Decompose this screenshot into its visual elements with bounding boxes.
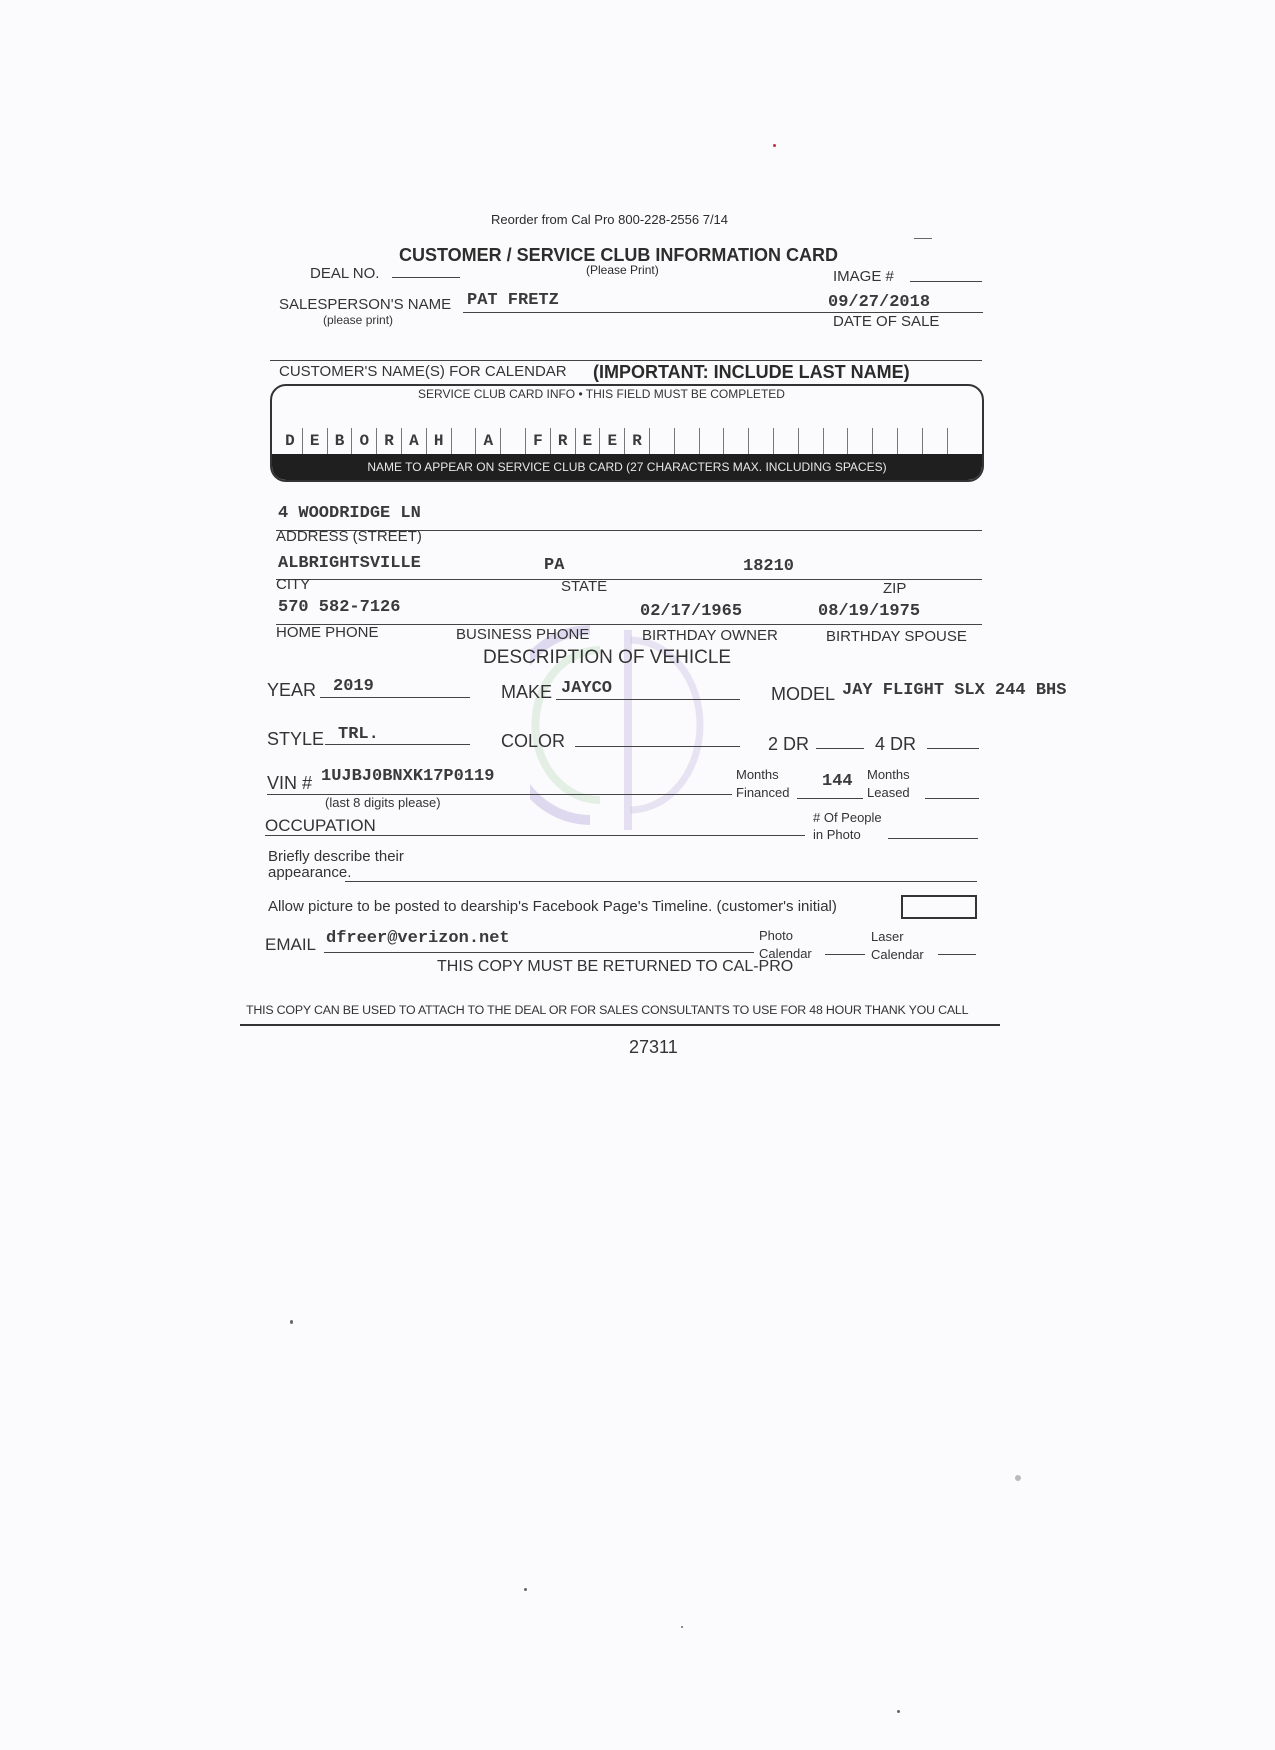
months-financed-line	[797, 798, 863, 799]
card-name-cell[interactable]: E	[303, 428, 328, 454]
please-print-note: (Please Print)	[586, 263, 659, 277]
months-leased-label-2: Leased	[867, 785, 910, 800]
scan-speck	[773, 144, 776, 147]
home-phone-label: HOME PHONE	[276, 624, 379, 641]
state-label: STATE	[561, 578, 608, 595]
email-line	[324, 952, 754, 953]
card-name-cell[interactable]	[799, 428, 824, 454]
vin-note: (last 8 digits please)	[325, 795, 441, 810]
card-name-cell[interactable]	[774, 428, 799, 454]
card-name-cell[interactable]	[749, 428, 774, 454]
style-value[interactable]: TRL.	[338, 725, 379, 744]
image-number-label: IMAGE #	[833, 268, 894, 285]
laser-calendar-field[interactable]	[938, 954, 976, 955]
laser-calendar-label-2: Calendar	[871, 947, 924, 962]
scan-speck	[290, 1320, 293, 1324]
card-name-cell[interactable]: R	[625, 428, 650, 454]
color-label: COLOR	[501, 731, 566, 751]
date-of-sale-value[interactable]: 09/27/2018	[828, 293, 931, 312]
birthday-owner-label: BIRTHDAY OWNER	[642, 627, 778, 644]
year-value[interactable]: 2019	[333, 677, 374, 696]
birthday-spouse-value[interactable]: 08/19/1975	[818, 602, 921, 621]
card-name-cell[interactable]: A	[402, 428, 427, 454]
scan-speck	[681, 1626, 683, 1628]
return-copy-note: THIS COPY MUST BE RETURNED TO CAL-PRO	[437, 958, 794, 975]
photo-calendar-label-1: Photo	[759, 928, 793, 943]
year-line	[320, 697, 470, 698]
birthday-spouse-label: BIRTHDAY SPOUSE	[826, 628, 967, 645]
zip-value[interactable]: 18210	[743, 557, 795, 576]
laser-calendar-label-1: Laser	[871, 929, 904, 944]
year-label: YEAR	[267, 680, 317, 700]
email-label: EMAIL	[265, 935, 317, 954]
appearance-label-1: Briefly describe their	[268, 848, 404, 865]
model-value[interactable]: JAY FLIGHT SLX 244 BHS	[842, 681, 1067, 700]
service-club-card-box	[270, 384, 984, 482]
make-label: MAKE	[501, 682, 553, 702]
card-name-cell[interactable]: O	[352, 428, 377, 454]
style-line	[325, 744, 470, 745]
appearance-field[interactable]	[345, 881, 977, 882]
model-label: MODEL	[771, 684, 836, 704]
card-name-cell[interactable]	[724, 428, 749, 454]
photo-calendar-label-2: Calendar	[759, 946, 812, 961]
deal-no-field[interactable]	[392, 277, 460, 278]
scan-speck	[897, 1710, 900, 1713]
salesperson-sublabel: (please print)	[323, 313, 394, 327]
card-name-cell[interactable]	[452, 428, 477, 454]
form-number: 27311	[629, 1037, 678, 1057]
attach-copy-note: THIS COPY CAN BE USED TO ATTACH TO THE DEAL OR FOR SALES CONSULTANTS TO USE FOR 48 HOUR THANK YOU CALL	[246, 1003, 969, 1017]
people-in-photo-label-2: in Photo	[813, 827, 861, 842]
card-name-cell[interactable]	[650, 428, 675, 454]
card-name-cell[interactable]	[923, 428, 948, 454]
card-name-cell[interactable]: E	[600, 428, 625, 454]
card-name-cell[interactable]: A	[476, 428, 501, 454]
deal-no-label: DEAL NO.	[310, 265, 380, 282]
calendar-name-label: CUSTOMER'S NAME(S) FOR CALENDAR	[279, 363, 567, 380]
color-field[interactable]	[575, 746, 740, 747]
card-name-cell[interactable]	[501, 428, 526, 454]
reorder-info: Reorder from Cal Pro 800-228-2556 7/14	[491, 212, 729, 227]
form-title: CUSTOMER / SERVICE CLUB INFORMATION CARD	[399, 245, 839, 265]
scan-speck	[524, 1588, 527, 1591]
card-name-cell[interactable]	[700, 428, 725, 454]
months-leased-label-1: Months	[867, 767, 910, 782]
footer-rule	[240, 1024, 1000, 1026]
salesperson-label: SALESPERSON'S NAME	[279, 296, 452, 313]
service-club-info-label: SERVICE CLUB CARD INFO • THIS FIELD MUST BE COMPLETED	[418, 387, 785, 401]
months-leased-field[interactable]	[925, 798, 979, 799]
zip-label: ZIP	[883, 580, 907, 597]
card-name-cells[interactable]	[278, 428, 948, 454]
make-line	[556, 699, 740, 700]
card-name-cell[interactable]: R	[377, 428, 402, 454]
months-financed-label-2: Financed	[736, 785, 790, 800]
city-label: CITY	[276, 576, 311, 593]
card-name-cell[interactable]	[898, 428, 923, 454]
state-value[interactable]: PA	[544, 556, 565, 575]
four-door-field[interactable]	[927, 748, 979, 749]
email-value[interactable]: dfreer@verizon.net	[326, 929, 510, 948]
facebook-consent-label: Allow picture to be posted to dearship's Facebook Page's Timeline. (customer's initial)	[268, 898, 837, 915]
card-name-instruction-strip: NAME TO APPEAR ON SERVICE CLUB CARD (27 CHARACTERS MAX. INCLUDING SPACES)	[272, 454, 982, 480]
two-door-field[interactable]	[816, 748, 864, 749]
calendar-name-line	[270, 360, 982, 361]
business-phone-label: BUSINESS PHONE	[456, 626, 590, 643]
make-value[interactable]: JAYCO	[561, 679, 613, 698]
four-door-label: 4 DR	[875, 734, 917, 754]
card-name-cell[interactable]: D	[278, 428, 303, 454]
card-name-cell[interactable]: H	[427, 428, 452, 454]
vin-label: VIN #	[267, 773, 313, 793]
image-number-field[interactable]	[910, 281, 982, 282]
card-name-cell[interactable]	[675, 428, 700, 454]
appearance-label-2: appearance.	[268, 864, 352, 881]
home-phone-value[interactable]: 570 582-7126	[278, 598, 401, 617]
people-in-photo-label-1: # Of People	[813, 810, 882, 825]
city-line	[276, 579, 982, 580]
card-name-cell[interactable]: R	[551, 428, 576, 454]
phone-line	[276, 624, 982, 625]
card-name-cell[interactable]	[848, 428, 873, 454]
months-financed-value[interactable]: 144	[822, 772, 853, 791]
card-name-cell[interactable]: B	[328, 428, 353, 454]
city-value[interactable]: ALBRIGHTSVILLE	[278, 554, 421, 573]
vin-value[interactable]: 1UJBJ0BNXK17P0119	[321, 767, 495, 786]
header-dash	[914, 238, 932, 239]
card-name-cell[interactable]	[824, 428, 849, 454]
photo-calendar-field[interactable]	[825, 954, 865, 955]
vehicle-description-heading: DESCRIPTION OF VEHICLE	[483, 647, 732, 668]
occupation-label: OCCUPATION	[265, 816, 376, 835]
card-name-cell[interactable]: F	[526, 428, 551, 454]
date-of-sale-label: DATE OF SALE	[833, 313, 940, 330]
customer-initial-box[interactable]	[901, 895, 977, 919]
occupation-field[interactable]	[265, 835, 805, 836]
card-name-cell[interactable]	[873, 428, 898, 454]
address-street-label: ADDRESS (STREET)	[276, 528, 422, 545]
salesperson-name-value[interactable]: PAT FRETZ	[467, 291, 559, 310]
birthday-owner-value[interactable]: 02/17/1965	[640, 602, 743, 621]
cal-pro-watermark-logo	[530, 610, 720, 840]
style-label: STYLE	[267, 729, 325, 749]
two-door-label: 2 DR	[768, 734, 810, 754]
card-name-cell[interactable]: E	[576, 428, 601, 454]
scan-speck	[1015, 1475, 1021, 1481]
address-street-value[interactable]: 4 WOODRIDGE LN	[278, 504, 421, 523]
include-last-name-note: (IMPORTANT: INCLUDE LAST NAME)	[593, 362, 910, 382]
people-in-photo-field[interactable]	[888, 838, 978, 839]
months-financed-label-1: Months	[736, 767, 779, 782]
